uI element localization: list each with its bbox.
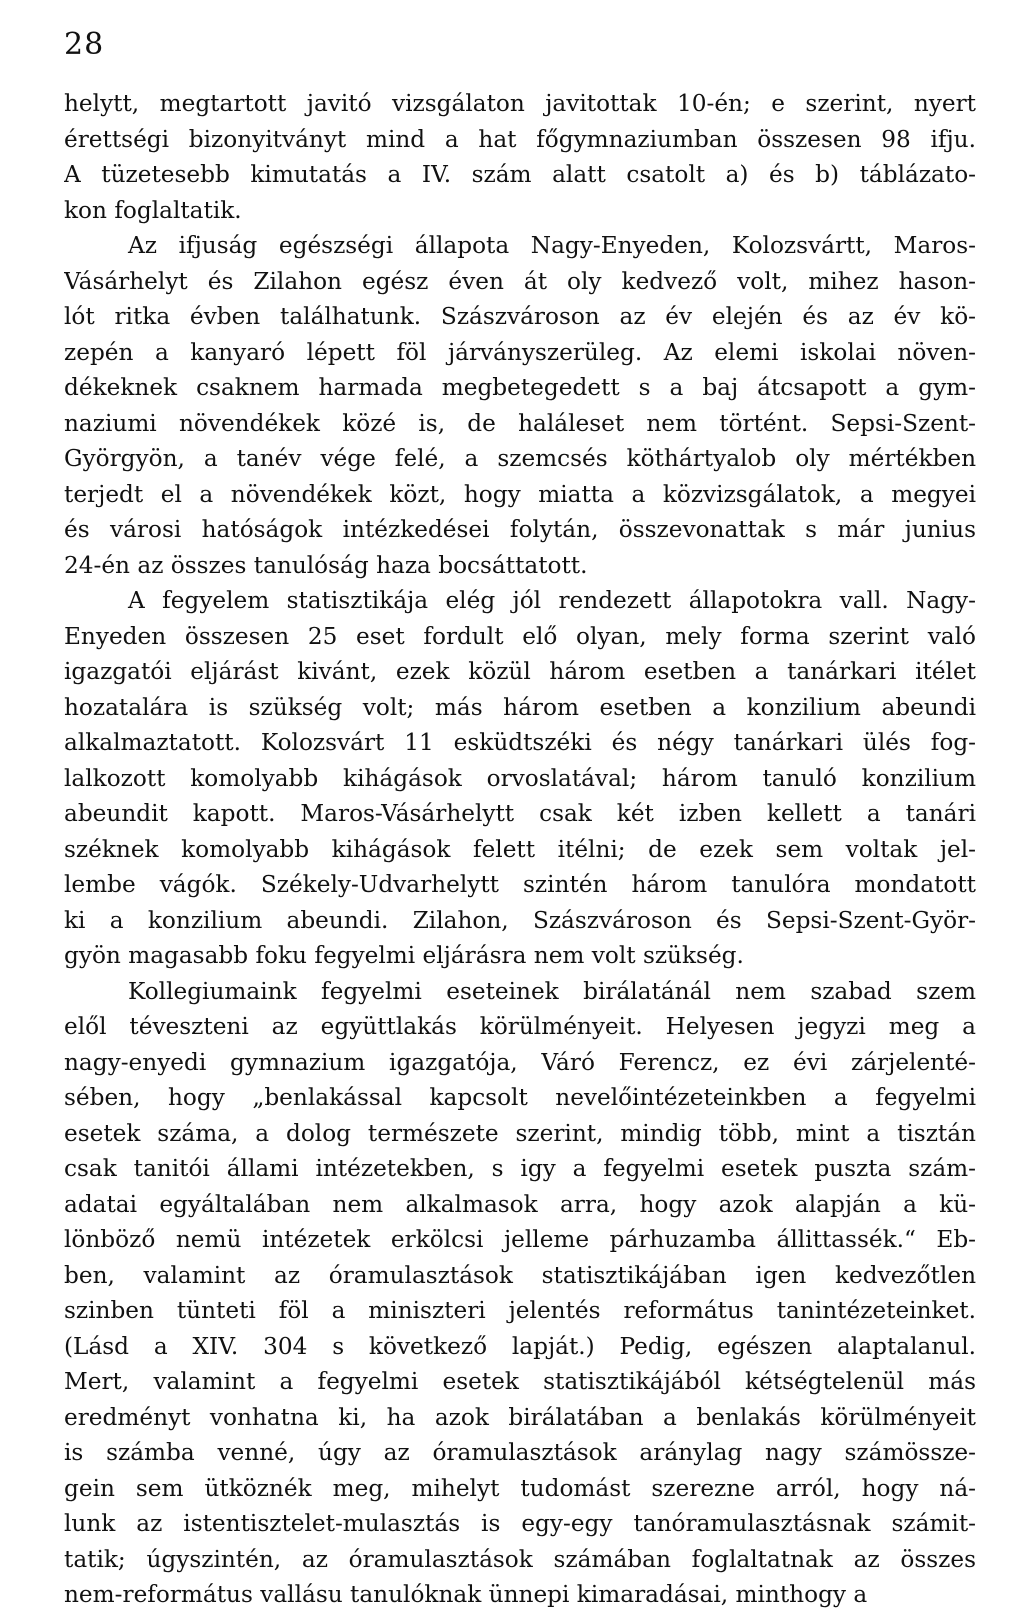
- page-number: 28: [64, 27, 105, 62]
- text-line: helytt, megtartott javitó vizsgálaton javitottak 10-én; e szerint, nyert: [64, 90, 976, 117]
- text-line: Vásárhelyt és Zilahon egész éven át oly kedvező volt, mihez hason-: [64, 267, 976, 295]
- text-line: alkalmaztatott. Kolozsvárt 11 esküdtszéki és négy tanárkari ülés fog-: [64, 729, 976, 756]
- text-line: Kollegiumaink fegyelmi eseteinek birálatánál nem szabad szem: [128, 977, 976, 1005]
- text-line: esetek száma, a dolog természete szerint, mindig több, mint a tisztán: [64, 1119, 976, 1147]
- paragraph-1: [64, 86, 976, 228]
- text-line: zepén a kanyaró lépett föl járványszerüleg. Az elemi iskolai növen-: [64, 338, 976, 366]
- text-line: gyön magasabb foku fegyelmi eljárásra nem volt szükség.: [64, 942, 744, 969]
- text-line: dékeknek csaknem harmada megbetegedett s a baj átcsapott a gym-: [64, 374, 976, 401]
- text-line: tatik; úgyszintén, az óramulasztások számában foglaltatnak az összes: [64, 1545, 976, 1573]
- paragraph-2: [64, 228, 976, 583]
- text-line: is számba venné, úgy az óramulasztások aránylag nagy számössze-: [64, 1439, 976, 1466]
- text-line: naziumi növendékek közé is, de haláleset nem történt. Sepsi-Szent-: [64, 409, 976, 437]
- text-line: abeundit kapott. Maros-Vásárhelytt csak két izben kellett a tanári: [64, 800, 976, 827]
- text-line: szinben tünteti föl a miniszteri jelentés református tanintézeteinket.: [64, 1297, 976, 1324]
- text-line: A fegyelem statisztikája elég jól rendezett állapotokra vall. Nagy-: [128, 587, 976, 614]
- text-line: adatai egyáltalában nem alkalmasok arra, hogy azok alapján a kü-: [64, 1190, 976, 1218]
- text-line: széknek komolyabb kihágások felett itélni; de ezek sem voltak jel-: [64, 835, 976, 863]
- text-line: és városi hatóságok intézkedései folytán, összevonattak s már junius: [64, 516, 976, 543]
- text-line: terjedt el a növendékek közt, hogy miatta a közvizsgálatok, a megyei: [64, 480, 976, 508]
- body-text: [64, 86, 976, 1613]
- text-line: igazgatói eljárást kivánt, ezek közül három esetben a tanárkari itélet: [64, 658, 976, 685]
- text-line: Mert, valamint a fegyelmi esetek statisztikájából kétségtelenül más: [64, 1368, 976, 1395]
- text-line: sében, hogy „benlakással kapcsolt nevelőintézeteinkben a fegyelmi: [64, 1084, 976, 1111]
- text-line: (Lásd a XIV. 304 s következő lapját.) Pedig, egészen alaptalanul.: [64, 1332, 976, 1360]
- text-line: lembe vágók. Székely-Udvarhelytt szintén három tanulóra mondatott: [64, 871, 976, 898]
- text-line: kon foglaltatik.: [64, 196, 242, 224]
- text-line: csak tanitói állami intézetekben, s igy a fegyelmi esetek puszta szám-: [64, 1155, 976, 1182]
- text-line: nagy-enyedi gymnazium igazgatója, Váró Ferencz, ez évi zárjelenté-: [64, 1048, 976, 1076]
- text-line: 24-én az összes tanulóság haza bocsáttatott.: [64, 551, 588, 579]
- text-line: Az ifjuság egészségi állapota Nagy-Enyeden, Kolozsvártt, Maros-: [128, 232, 976, 259]
- text-line: ben, valamint az óramulasztások statisztikájában igen kedvezőtlen: [64, 1261, 976, 1289]
- text-line: ki a konzilium abeundi. Zilahon, Szászvároson és Sepsi-Szent-Györ-: [64, 906, 976, 934]
- text-line: Enyeden összesen 25 eset fordult elő olyan, mely forma szerint való: [64, 622, 976, 650]
- text-line: lalkozott komolyabb kihágások orvoslatával; három tanuló konzilium: [64, 764, 976, 792]
- text-line: Györgyön, a tanév vége felé, a szemcsés köthártyalob oly mértékben: [64, 445, 976, 472]
- text-line: érettségi bizonyitványt mind a hat főgymnaziumban összesen 98 ifju.: [64, 125, 976, 153]
- text-line: lönböző nemü intézetek erkölcsi jelleme párhuzamba állittassék.“ Eb-: [64, 1226, 976, 1253]
- text-line: lunk az istentisztelet-mulasztás is egy-egy tanóramulasztásnak számit-: [64, 1510, 976, 1537]
- paragraph-4: [64, 974, 976, 1613]
- text-line: hozatalára is szükség volt; más három esetben a konzilium abeundi: [64, 693, 976, 721]
- text-line: elől téveszteni az együttlakás körülményeit. Helyesen jegyzi meg a: [64, 1013, 976, 1040]
- text-line: eredményt vonhatna ki, ha azok birálatában a benlakás körülményeit: [64, 1403, 976, 1431]
- text-line: gein sem ütköznék meg, mihelyt tudomást szerezne arról, hogy ná-: [64, 1474, 976, 1502]
- text-line: nem-református vallásu tanulóknak ünnepi kimaradásai, minthogy a: [64, 1581, 868, 1608]
- text-line: lót ritka évben találhatunk. Szászvároson az év elején és az év kö-: [64, 303, 976, 330]
- paragraph-3: [64, 583, 976, 974]
- text-line: A tüzetesebb kimutatás a IV. szám alatt csatolt a) és b) táblázato-: [64, 161, 976, 188]
